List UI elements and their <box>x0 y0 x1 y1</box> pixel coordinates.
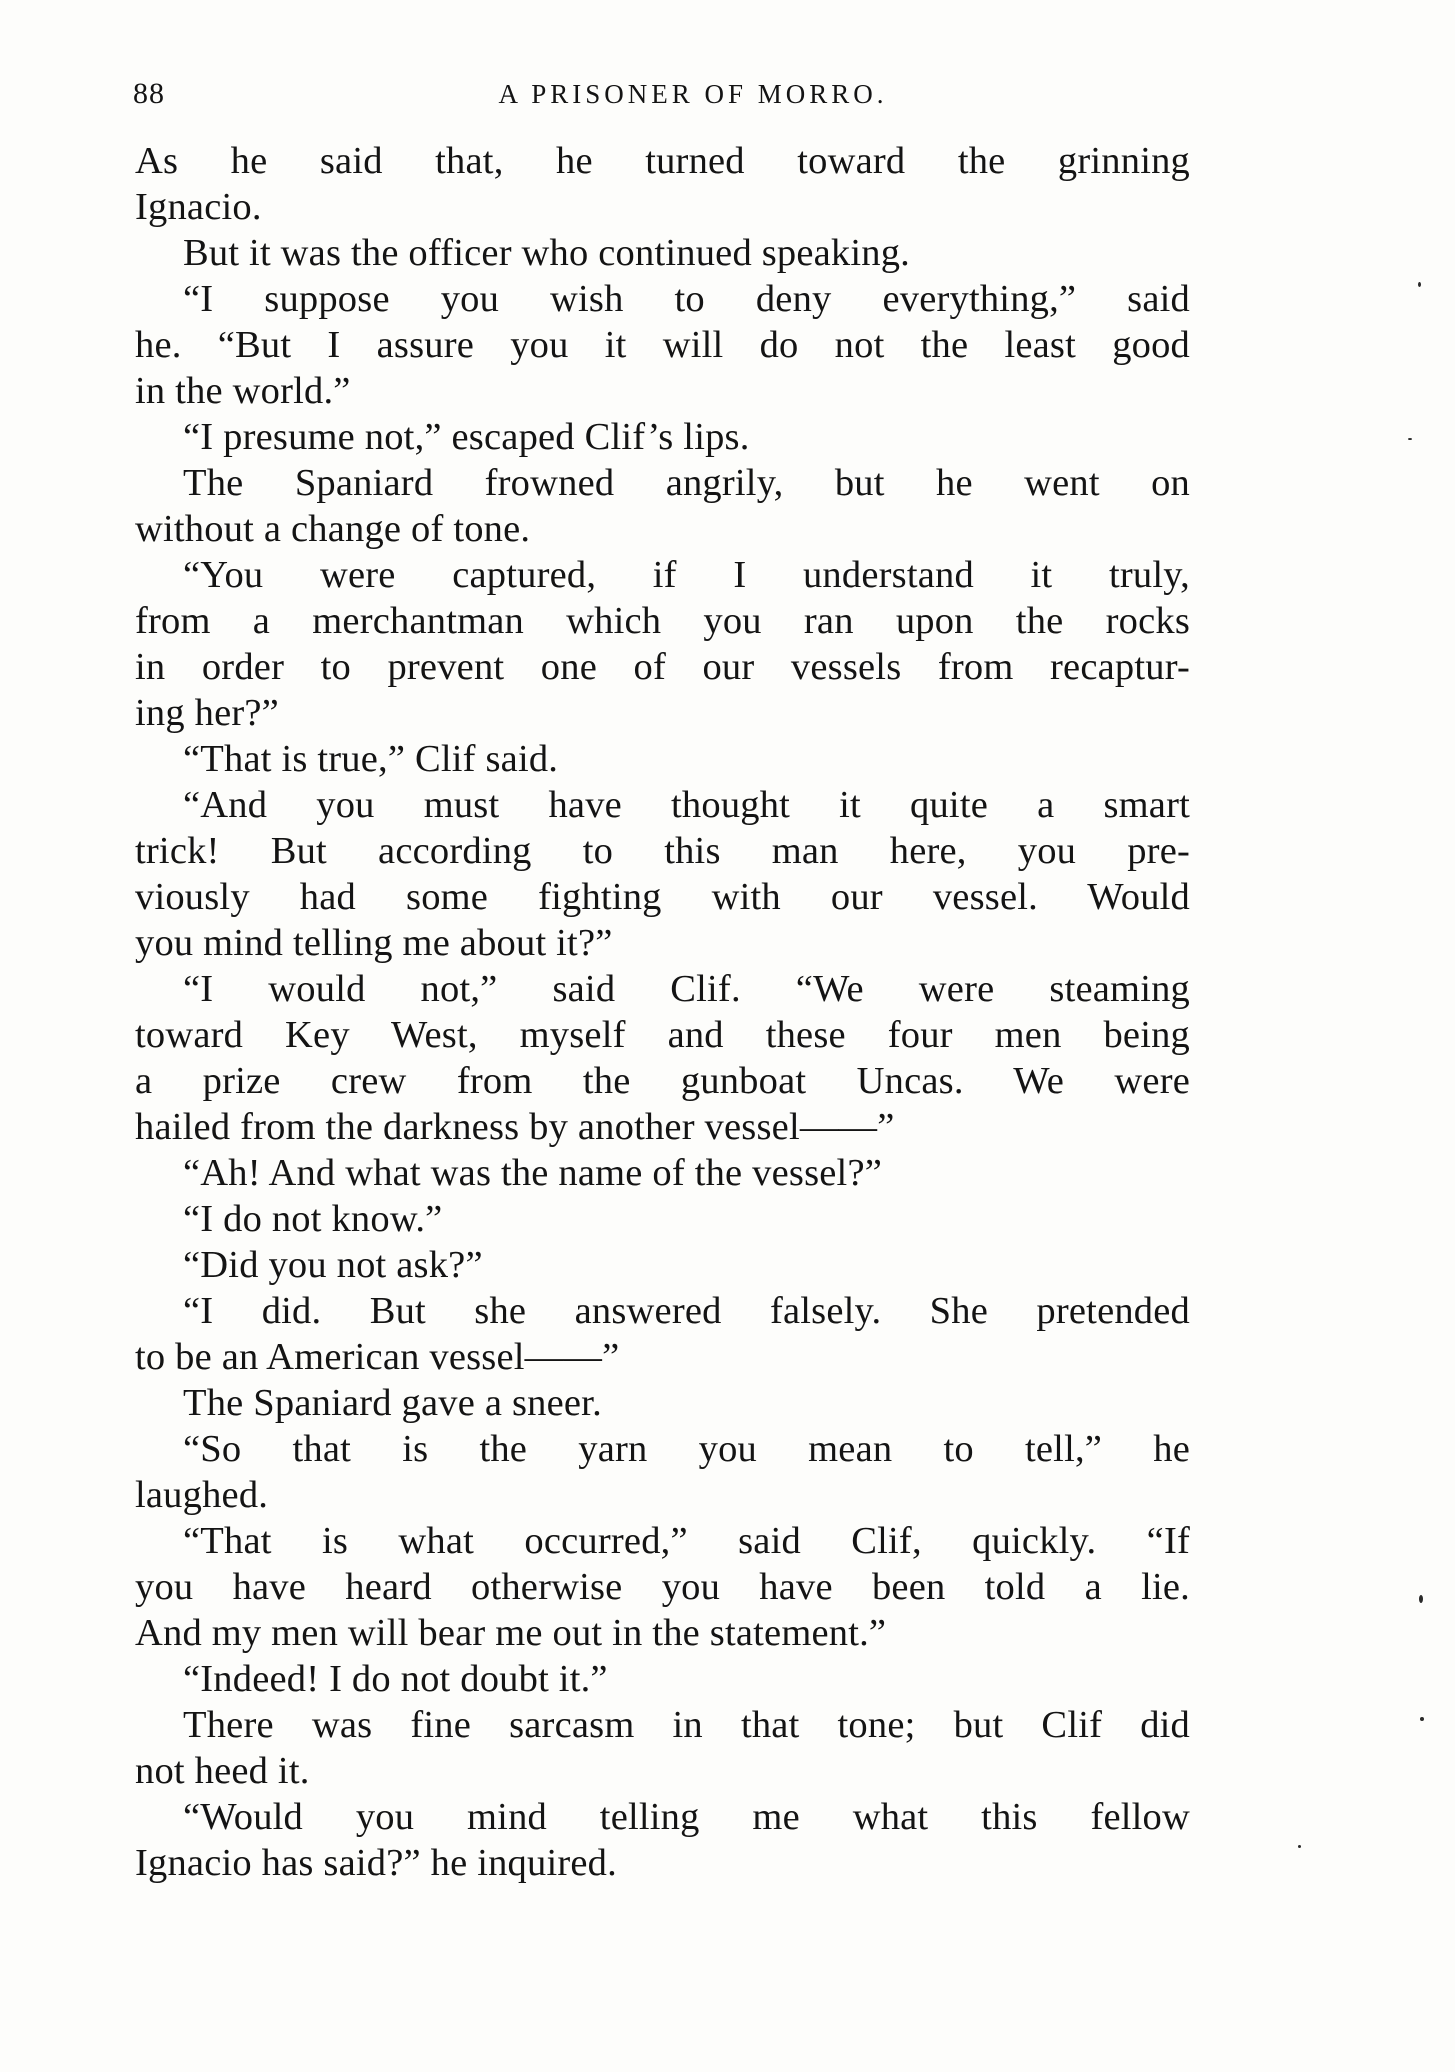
text-line: “That is true,” Clif said. <box>183 738 559 780</box>
text-line: The Spaniard gave a sneer. <box>183 1382 602 1424</box>
text-line: without a change of tone. <box>135 508 531 550</box>
text-line: But it was the officer who continued speaking. <box>183 232 910 274</box>
text-line: to be an American vessel——” <box>135 1336 620 1378</box>
text-line: “Would you mind telling me what this fellow <box>183 1796 1190 1838</box>
text-line: from a merchantman which you ran upon the rocks <box>135 600 1190 642</box>
print-speck <box>1419 1595 1423 1603</box>
text-line: Ignacio. <box>135 186 262 228</box>
text-line: viously had some fighting with our vessel. Would <box>135 876 1190 918</box>
print-speck <box>1420 1717 1424 1721</box>
text-line: “So that is the yarn you mean to tell,” he <box>183 1428 1190 1470</box>
text-line: “That is what occurred,” said Clif, quickly. “If <box>183 1520 1190 1562</box>
text-line: laughed. <box>135 1474 269 1516</box>
text-line: “Ah! And what was the name of the vessel?” <box>183 1152 883 1194</box>
text-line: “You were captured, if I understand it truly, <box>183 554 1190 596</box>
text-line: There was fine sarcasm in that tone; but Clif did <box>183 1704 1190 1746</box>
book-title: A PRISONER OF MORRO. <box>498 79 888 109</box>
text-line: toward Key West, myself and these four men being <box>135 1014 1190 1056</box>
print-speck <box>1298 1845 1301 1848</box>
text-line: And my men will bear me out in the statement.” <box>135 1612 887 1654</box>
text-line: trick! But according to this man here, you pre- <box>135 830 1190 872</box>
text-line: “I do not know.” <box>183 1198 443 1240</box>
page-number: 88 <box>133 77 165 110</box>
body-text <box>135 138 1190 1886</box>
print-speck <box>1418 282 1421 287</box>
text-line: in the world.” <box>135 370 351 412</box>
text-line: As he said that, he turned toward the grinning <box>135 140 1190 182</box>
text-line: “I did. But she answered falsely. She pretended <box>183 1290 1190 1332</box>
text-line: “I presume not,” escaped Clif’s lips. <box>183 416 750 458</box>
text-line: he. “But I assure you it will do not the least good <box>135 324 1190 366</box>
text-line: in order to prevent one of our vessels from recaptur- <box>135 646 1190 688</box>
text-line: you mind telling me about it?” <box>135 922 613 964</box>
text-line: ing her?” <box>135 692 279 734</box>
text-line: “Did you not ask?” <box>183 1244 483 1286</box>
text-line: The Spaniard frowned angrily, but he went on <box>183 462 1190 504</box>
text-line: “I would not,” said Clif. “We were steaming <box>183 968 1190 1010</box>
running-head <box>133 74 1193 114</box>
text-line: hailed from the darkness by another vessel——” <box>135 1106 895 1148</box>
text-line: “Indeed! I do not doubt it.” <box>183 1658 608 1700</box>
text-line: “I suppose you wish to deny everything,” said <box>183 278 1190 320</box>
text-line: “And you must have thought it quite a smart <box>183 784 1190 826</box>
print-speck <box>1408 438 1412 440</box>
text-line: not heed it. <box>135 1750 310 1792</box>
text-line: a prize crew from the gunboat Uncas. We were <box>135 1060 1190 1102</box>
text-line: Ignacio has said?” he inquired. <box>135 1842 617 1884</box>
text-line: you have heard otherwise you have been told a lie. <box>135 1566 1190 1608</box>
